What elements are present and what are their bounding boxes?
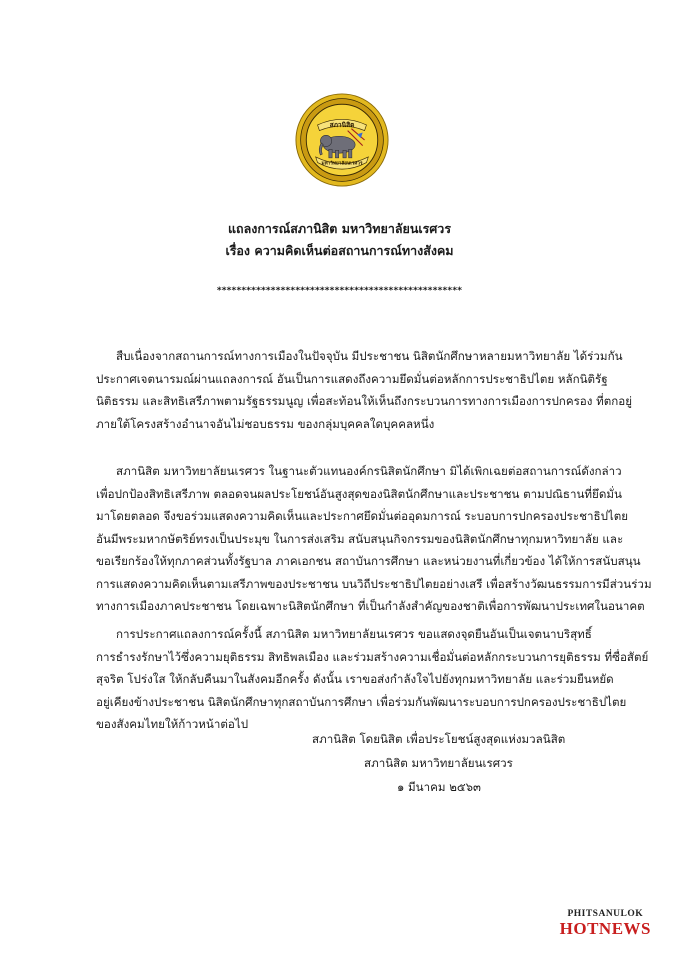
paragraph-line: ประกาศเจตนารมณ์ผ่านแถลงการณ์ อันเป็นการแสดงถึงความยึดมั่นต่อหลักการประชาธิปไตย หลักนิติรัฐ	[96, 371, 608, 386]
paragraph-line: มาโดยตลอด จึงขอร่วมแสดงความคิดเห็นและประกาศยึดมั่นต่ออุดมการณ์ ระบอบการปกครองประชาธิปไตย	[96, 509, 629, 523]
paragraph-line: การธำรงรักษาไว้ซึ่งความยุติธรรม สิทธิพลเมือง และร่วมสร้างความเชื่อมั่นต่อหลักกระบวนการยุติธรรม ที่ซื่อสัตย์	[96, 649, 649, 664]
svg-text:สภานิสิต: สภานิสิต	[329, 120, 355, 129]
announcement-heading: แถลงการณ์สภานิสิต มหาวิทยาลัยนเรศวร	[227, 221, 452, 236]
paragraph-line: สืบเนื่องจากสถานการณ์ทางการเมืองในปัจจุบัน มีประชาชน นิสิตนักศึกษาหลายมหาวิทยาลัย ได้ร่วมกัน	[116, 349, 623, 363]
svg-text:มหาวิทยาลัยนเรศวร: มหาวิทยาลัยนเรศวร	[321, 161, 363, 167]
paragraph-line: การแสดงความคิดเห็นตามเสรีภาพของประชาชน บนวิถีประชาธิปไตยอย่างเสรี เพื่อสร้างวัฒนธรรมการมีส่วนร่วม	[96, 576, 652, 591]
watermark-top: PHITSANULOK	[567, 909, 644, 919]
paragraph-3	[96, 623, 649, 736]
paragraph-line: สภานิสิต มหาวิทยาลัยนเรศวร ในฐานะตัวแทนองค์กรนิสิตนักศึกษา มิได้เพิกเฉยต่อสถานการณ์ดังกล่าว	[116, 464, 622, 478]
paragraph-1	[96, 345, 633, 435]
separator-stars: **************************************************	[216, 286, 463, 296]
paragraph-line: ภายใต้โครงสร้างอำนาจอันไม่ชอบธรรม ของกลุ่มบุคคลใดบุคคลหนึ่ง	[96, 416, 435, 431]
paragraph-line: เพื่อปกป้องสิทธิเสรีภาพ ตลอดจนผลประโยชน์อันสูงสุดของนิสิตนักศึกษาและประชาชน ตามปณิธานที่ยึดมั่น	[96, 486, 622, 501]
hotnews-watermark	[560, 909, 651, 938]
announcement-subject: เรื่อง ความคิดเห็นต่อสถานการณ์ทางสังคม	[225, 243, 454, 258]
paragraph-line: การประกาศแถลงการณ์ครั้งนี้ สภานิสิต มหาวิทยาลัยนเรศวร ขอแสดงจุดยืนอันเป็นเจตนาบริสุทธิ์	[116, 627, 592, 641]
paragraph-line: สุจริต โปร่งใส ให้กลับคืนมาในสังคมอีกครั้ง ดังนั้น เราขอส่งกำลังใจไปยังทุกมหาวิทยาลัย และร่วมยืนหยัด	[96, 672, 614, 686]
watermark-bottom: HOTNEWS	[559, 919, 651, 938]
paragraph-line: อันมีพระมหากษัตริย์ทรงเป็นประมุข ในการส่งเสริม สนับสนุนกิจกรรมของนิสิตนักศึกษาทุกมหาวิทยาลัย และ	[96, 531, 624, 546]
announcement-title	[0, 218, 679, 262]
signature-date: ๑ มีนาคม ๒๕๖๓	[397, 780, 481, 794]
student-council-seal-logo	[295, 93, 389, 187]
signature-organization: สภานิสิต มหาวิทยาลัยนเรศวร	[364, 756, 513, 770]
paragraph-2	[96, 460, 652, 618]
signature-motto: สภานิสิต โดยนิสิต เพื่อประโยชน์สูงสุดแห่งมวลนิสิต	[312, 732, 566, 746]
paragraph-line: นิติธรรม และสิทธิเสรีภาพตามรัฐธรรมนูญ เพื่อสะท้อนให้เห็นถึงกระบวนการทางการเมืองการปกครอง ที่ตกอยู่	[96, 394, 633, 408]
paragraph-line: ทางการเมืองภาคประชาชน โดยเฉพาะนิสิตนักศึกษา ที่เป็นกำลังสำคัญของชาติเพื่อการพัฒนาประเทศในอนาคต	[96, 599, 645, 613]
paragraph-line: ของสังคมไทยให้ก้าวหน้าต่อไป	[96, 717, 249, 731]
paragraph-line: ขอเรียกร้องให้ทุกภาคส่วนทั้งรัฐบาล ภาคเอกชน สถาบันการศึกษา และหน่วยงานที่เกี่ยวข้อง ได้ให้การสนับสนุน	[96, 554, 641, 568]
paragraph-line: อยู่เคียงข้างประชาชน นิสิตนักศึกษาทุกสถาบันการศึกษา เพื่อร่วมกันพัฒนาระบอบการปกครองประชาธิปไตย	[96, 694, 627, 709]
